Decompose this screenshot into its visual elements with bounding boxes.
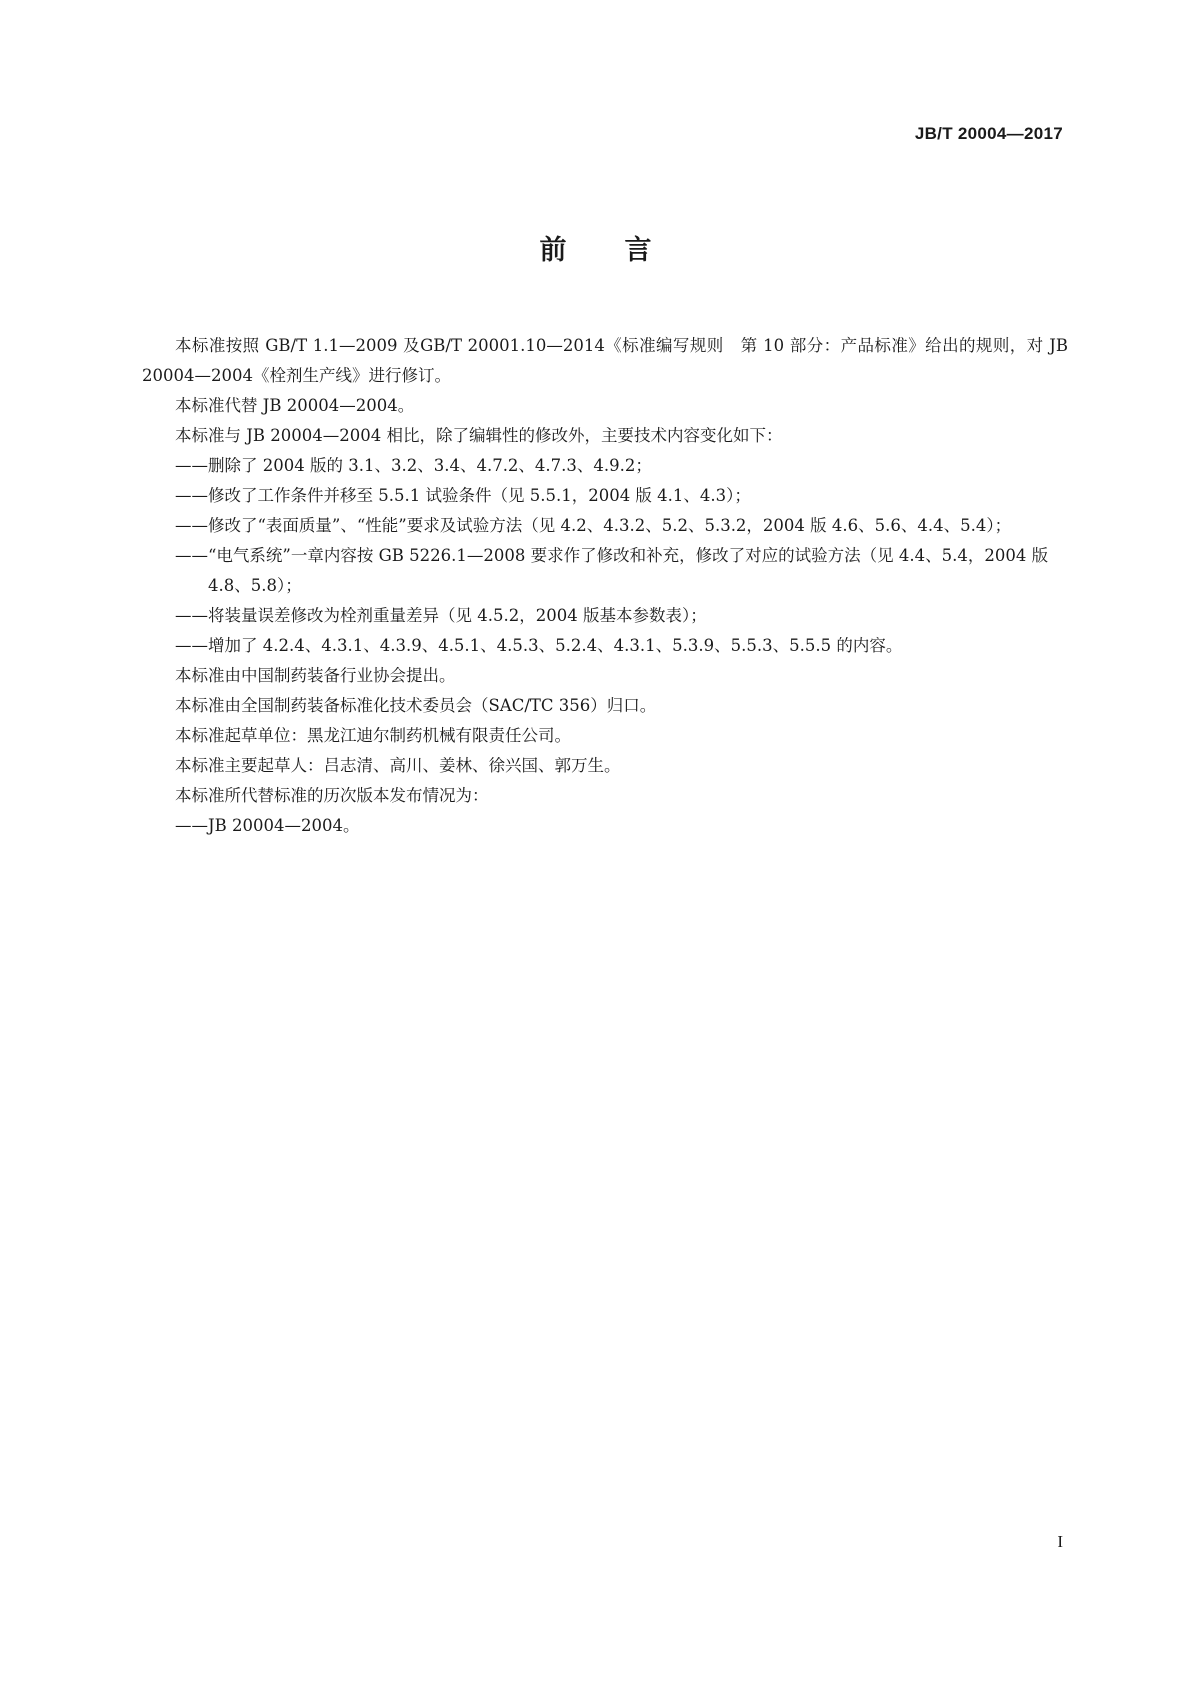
- dash-mark: ——: [175, 546, 208, 565]
- list-item: [175, 631, 1068, 661]
- list-item-text: “电气系统”一章内容按 GB 5226.1—2008 要求作了修改和补充，修改了对应的试验方法（见 4.4、5.4，2004 版 4.8、5.8）；: [208, 546, 1049, 595]
- paragraph-changes-intro: 本标准与 JB 20004—2004 相比，除了编辑性的修改外，主要技术内容变化如下：: [175, 426, 783, 445]
- standard-code: JB/T 20004—2017: [914, 124, 1063, 143]
- page-title: [0, 228, 1191, 267]
- dash-mark: ——: [175, 636, 208, 655]
- dash-mark: ——: [175, 486, 208, 505]
- list-item: [175, 541, 1068, 601]
- paragraph-drafting-unit: 本标准起草单位：黑龙江迪尔制药机械有限责任公司。: [175, 726, 571, 745]
- paragraph-replaces: 本标准代替 JB 20004—2004。: [175, 396, 415, 415]
- paragraph-drafters: 本标准主要起草人：吕志清、高川、姜林、徐兴国、郭万生。: [175, 756, 621, 775]
- title-char-1: 前: [539, 235, 567, 266]
- paragraph-centralized: 本标准由全国制药装备标准化技术委员会（SAC/TC 356）归口。: [175, 696, 657, 715]
- list-item: [175, 601, 1068, 631]
- page-number: I: [1057, 1532, 1063, 1551]
- dash-mark: ——: [175, 456, 208, 475]
- paragraph-history-item: ——JB 20004—2004。: [175, 816, 360, 835]
- foreword-body: [142, 331, 1068, 841]
- list-item: [175, 481, 1068, 511]
- list-item-text: 修改了工作条件并移至 5.5.1 试验条件（见 5.5.1，2004 版 4.1、4.3）；: [208, 486, 751, 505]
- title-char-2: 言: [624, 235, 652, 266]
- paragraph-history-intro: 本标准所代替标准的历次版本发布情况为：: [175, 786, 489, 805]
- list-item-text: 删除了 2004 版的 3.1、3.2、3.4、4.7.2、4.7.3、4.9.2；: [208, 456, 652, 475]
- list-item: [175, 511, 1068, 541]
- list-item-text: 将装量误差修改为栓剂重量差异（见 4.5.2，2004 版基本参数表）；: [208, 606, 707, 625]
- list-item-text: 增加了 4.2.4、4.3.1、4.3.9、4.5.1、4.5.3、5.2.4、4.3.1、5.3.9、5.5.3、5.5.5 的内容。: [208, 636, 903, 655]
- paragraph-basis: 本标准按照 GB/T 1.1—2009 及GB/T 20001.10—2014《标准编写规则 第 10 部分：产品标准》给出的规则，对 JB 20004—2004《栓剂生产线》进行修订。: [142, 336, 1068, 385]
- list-item-text: 修改了“表面质量”、“性能”要求及试验方法（见 4.2、4.3.2、5.2、5.3.2，2004 版 4.6、5.6、4.4、5.4）；: [208, 516, 1012, 535]
- dash-mark: ——: [175, 606, 208, 625]
- dash-mark: ——: [175, 516, 208, 535]
- list-item: [175, 451, 1068, 481]
- paragraph-proposed: 本标准由中国制药装备行业协会提出。: [175, 666, 456, 685]
